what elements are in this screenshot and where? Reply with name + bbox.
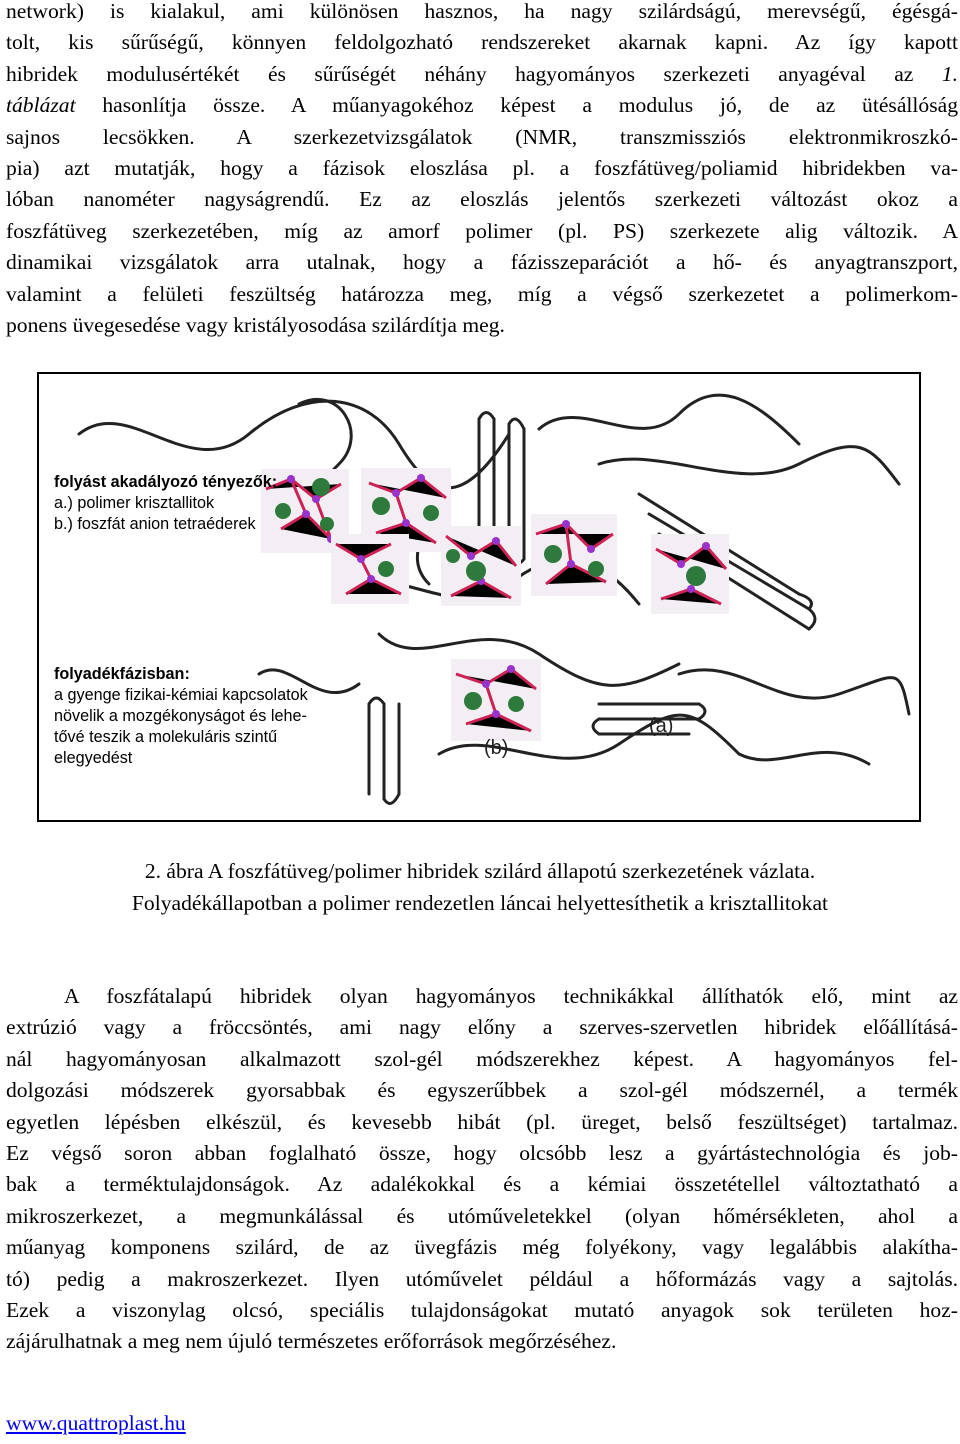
text-line: dolgozási módszerek gyorsabbak és egyszerűbbek a szol-gél módszernél, a termék	[6, 1078, 958, 1103]
figure-label-b: (b)	[484, 737, 509, 759]
text-line: táblázat hasonlítja össze. A műanyagokéhoz képest a modulus jó, de az ütésállóság	[6, 93, 958, 118]
note-item: növelik a mozgékonyságot és lehe-	[54, 707, 307, 725]
text-line: műanyag komponens szilárd, de az üvegfázis még folyékony, vagy legalábbis alakítha-	[6, 1235, 958, 1260]
bottom-paragraph	[6, 981, 958, 1358]
flow-hindering-factors-note	[54, 472, 277, 535]
note-item: tővé teszik a molekuláris szintű	[54, 728, 278, 746]
note-item: a.) polimer krisztallitok	[54, 494, 215, 512]
text-line: network) is kialakul, ami különösen hasznos, ha nagy szilárdságú, merevségű, égésgá-	[6, 0, 958, 23]
top-paragraph	[6, 0, 958, 341]
text-line: Ez végső soron abban foglalható össze, hogy olcsóbb lesz a gyártástechnológia és job-	[6, 1141, 958, 1166]
text-line: mikroszerkezet, a megmunkálással és utóműveletekkel (olyan hőmérsékleten, ahol a	[6, 1203, 958, 1228]
figure-label-a: (a)	[649, 715, 674, 737]
text-line: extrúzió vagy a fröccsöntés, ami nagy előny a szerves-szervetlen hibridek előállításá-	[6, 1015, 958, 1040]
text-line: sajnos lecsökken. A szerkezetvizsgálatok (NMR, transzmissziós elektronmikroszkó-	[6, 124, 958, 149]
text-line: foszfátüveg szerkezetében, míg az amorf polimer (pl. PS) szerkezete alig változik. A	[6, 218, 958, 243]
note-item: elegyedést	[54, 749, 133, 767]
figure-caption-line-2: Folyadékállapotban a polimer rendezetlen láncai helyettesíthetik a krisztallitokat	[131, 891, 829, 915]
text-line: hibridek modulusértékét és sűrűségét néhány hagyományos szerkezeti anyagéval az 1.	[6, 61, 958, 86]
text-line: Ezek a viszonylag olcsó, speciális tulajdonságokat mutató anyagok sok területen hoz-	[6, 1298, 958, 1323]
text-line: bak a terméktulajdonságok. Az adalékokkal és a kémiai összetétellel változtatható a	[6, 1172, 958, 1197]
website-link[interactable]: www.quattroplast.hu	[6, 1411, 186, 1435]
note-item: b.) foszfát anion tetraéderek	[54, 515, 256, 533]
text-line: tolt, kis sűrűségű, könnyen feldolgozható rendszereket akarnak kapni. Az így kapott	[6, 30, 958, 55]
text-line: pia) azt mutatják, hogy a fázisok eloszlása pl. a foszfátüveg/poliamid hibridekben va-	[6, 156, 958, 181]
text-line: valamint a felületi feszültség határozza meg, míg a végső szerkezetet a polimerkom-	[6, 281, 958, 306]
text-line: egyetlen lépésben elkészül, és kevesebb hibát (pl. üreget, belső feszültséget) tartalmaz.	[6, 1109, 958, 1134]
text-line: A foszfátalapú hibridek olyan hagyományos technikákkal állíthatók elő, mint az	[64, 984, 958, 1008]
liquid-phase-note	[54, 664, 308, 769]
text-line: tó) pedig a makroszerkezet. Ilyen utóművelet például a hőformázás vagy a sajtolás.	[6, 1266, 958, 1291]
text-line: ponens üvegesedése vagy kristályosodása szilárdítja meg.	[6, 313, 505, 338]
text-line: dinamikai vizsgálatok arra utalnak, hogy a fázisszeparációt a hő- és anyagtranszport,	[6, 250, 958, 275]
text-line: lóban nanométer nagyságrendű. Ez az eloszlás jelentős szerkezeti változást okoz a	[6, 187, 958, 212]
note-item: a gyenge fizikai-kémiai kapcsolatok	[54, 686, 308, 704]
note-heading: folyást akadályozó tényezők:	[54, 473, 278, 491]
figure-caption-line-1: 2. ábra A foszfátüveg/polimer hibridek szilárd állapotú szerkezetének vázlata.	[144, 859, 816, 883]
text-line: nál hagyományosan alkalmazott szol-gél módszerekhez képest. A hagyományos fel-	[6, 1046, 958, 1071]
figure-schematic	[37, 372, 921, 822]
text-line: zájárulhatnak a meg nem újuló természetes erőforrások megőrzéséhez.	[6, 1329, 617, 1354]
note-heading: folyadékfázisban:	[54, 665, 190, 683]
